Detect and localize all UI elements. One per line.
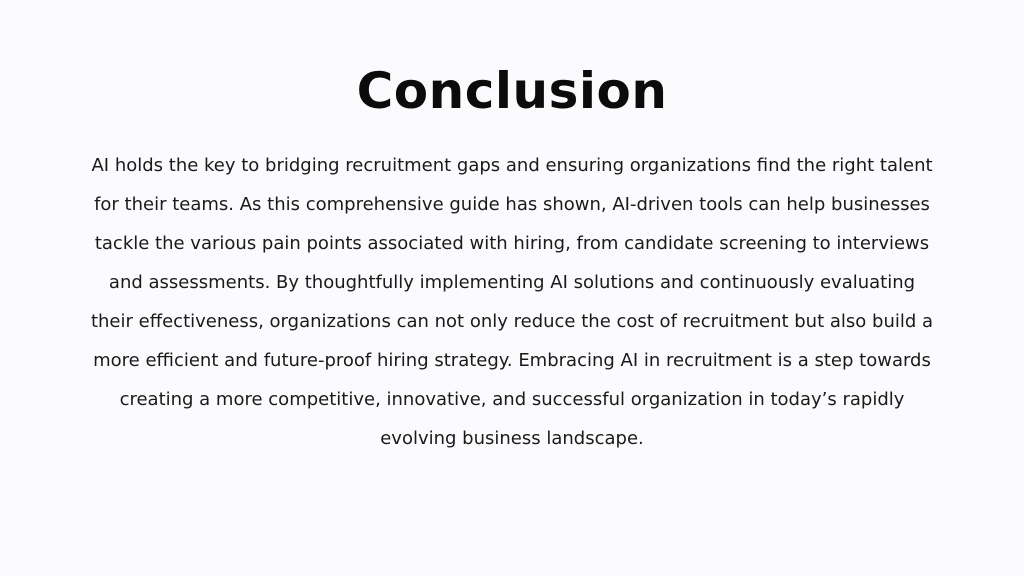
slide-body-paragraph: AI holds the key to bridging recruitment gaps and ensuring organizations find the right talent for their teams. As this comprehensive guide has shown, AI-driven tools can help businesses tackle the various pain points associated with hiring, from candidate screening to interviews and assessments. By thoughtfully implementing AI solutions and continuously evaluating their effectiveness, organizations can not only reduce the cost of recruitment but also build a more efficient and future-proof hiring strategy. Embracing AI in recruitment is a step towards creating a more competitive, innovative, and successful organization in today’s rapidly evolving business landscape.: [90, 155, 934, 449]
slide-title: Conclusion: [356, 62, 668, 120]
